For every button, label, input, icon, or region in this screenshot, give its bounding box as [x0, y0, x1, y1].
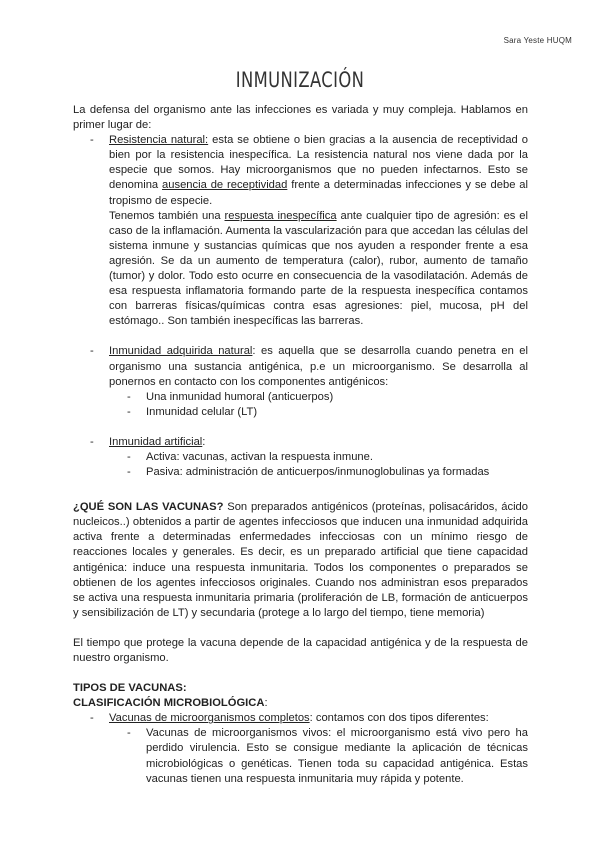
vacunas-heading: ¿QUÉ SON LAS VACUNAS?: [73, 501, 224, 514]
dash-bullet: -: [90, 134, 94, 147]
clasificacion-colon: :: [264, 697, 268, 710]
sub-item-text: Pasiva: administración de anticuerpos/inmunoglobulinas ya formadas: [146, 466, 490, 479]
dash-bullet: -: [90, 435, 94, 448]
clasificacion-heading: CLASIFICACIÓN MICROBIOLÓGICA: [73, 697, 265, 710]
sub-item-text: Vacunas de microorganismos vivos: el microorganismo está vivo pero ha perdido virulencia. Esto se consigue mediante la aplicación de técnicas microbiológicas o genéticas. Tienen toda su capacidad antigénica. Estas vacunas tienen una respuesta inmunitaria muy rápida y potente.: [146, 727, 528, 785]
inespecifica-text-1: Tenemos también una: [109, 209, 225, 222]
sub-item-text: Activa: vacunas, activan la respuesta inmune.: [146, 450, 373, 463]
sub-item-vivos: [73, 726, 528, 786]
author-name: Sara Yeste HUQM: [503, 36, 572, 45]
completos-text: : contamos con dos tipos diferentes:: [309, 712, 489, 725]
list-item-resistencia-natural: [73, 133, 528, 208]
vacunas-paragraph: [73, 500, 528, 621]
term-inmunidad-adquirida: Inmunidad adquirida natural: [109, 345, 253, 358]
resistencia-text-1: esta se obtiene o bien gracias a la ausencia de receptividad o bien por la resistencia inespecífica. La resistencia natural nos viene dada por la especie que somos. Hay microorganismos que no pueden infectarnos. Esto se denomina: [109, 134, 528, 192]
sub-item-text: Una inmunidad humoral (anticuerpos): [146, 390, 334, 403]
dash-bullet: -: [127, 390, 131, 403]
term-respuesta-inespecifica: respuesta inespecífica: [224, 209, 337, 222]
resistencia-text-2: frente a determinadas infecciones y se debe al tropismo de especie.: [109, 179, 528, 207]
sub-item-humoral: [73, 390, 528, 405]
sub-item-celular: [73, 405, 528, 420]
dash-bullet: -: [127, 727, 131, 740]
clasificacion-heading-line: [73, 696, 528, 711]
page-title: INMUNIZACIÓN: [235, 68, 365, 92]
term-microorganismos-completos: Vacunas de microorganismos completos: [109, 712, 310, 725]
sub-item-text: Inmunidad celular (LT): [146, 405, 258, 418]
list-item-inmunidad-artificial: [73, 435, 528, 450]
sub-item-activa: [73, 450, 528, 465]
dash-bullet: -: [90, 345, 94, 358]
list-item-microorganismos-completos: [73, 711, 528, 726]
document-body: [73, 103, 528, 787]
term-ausencia-receptividad: ausencia de receptividad: [162, 179, 288, 192]
tiempo-paragraph: El tiempo que protege la vacuna depende de la capacidad antigénica y de la respuesta de nuestro organismo.: [73, 636, 528, 664]
vacunas-text: Son preparados antigénicos (proteínas, polisacáridos, ácido nucleicos..) obtenidos a partir de agentes infecciosos que inducen una inmunidad adquirida activa frente a determinadas enfermedades infecciosas con un mínimo riesgo de reacciones locales y generales. Es decir, es un preparado artificial que tiene capacidad antigénica: induce una respuesta inmunitaria. Todos los componentes o preparados se obtienen de los agentes infecciosos originales. Cuando nos administran esos preparados se activa una respuesta inmunitaria primaria (proliferación de LB, formación de anticuerpos y sensibilización de LT) y secundaria (protege a lo largo del tiempo, tiene memoria): [73, 501, 528, 619]
list-item-inmunidad-adquirida: [73, 344, 528, 389]
dash-bullet: -: [127, 466, 131, 479]
paragraph-respuesta-inespecifica: [73, 209, 528, 330]
adquirida-text: : es aquella que se desarrolla cuando penetra en el organismo una sustancia antigénica, p.e un microorganismo. Se desarrolla al ponernos en contacto con los componentes antigénicos:: [109, 345, 529, 388]
term-resistencia-natural: Resistencia natural:: [109, 134, 209, 147]
dash-bullet: -: [127, 405, 131, 418]
dash-bullet: -: [90, 712, 94, 725]
tipos-heading: TIPOS DE VACUNAS:: [73, 682, 187, 695]
artificial-colon: :: [202, 435, 206, 448]
sub-item-pasiva: [73, 465, 528, 480]
inespecifica-text-2: ante cualquier tipo de agresión: es el caso de la inflamación. Aumenta la vascularización para que accedan las células del sistema inmune y sustancias químicas que nos ayuden a responder frente a esa agresión. Se da un aumento de temperatura (calor), rubor, aumento de tamaño (tumor) y dolor. Todo esto ocurre en consecuencia de la vasodilatación. Además de esa respuesta inflamatoria formando parte de la respuesta inespecífica contamos con barreras físicas/químicas contra esas agresiones: piel, mucosa, pH del estómago.. Son también inespecíficas las barreras.: [109, 209, 528, 328]
intro-paragraph: La defensa del organismo ante las infecciones es variada y muy compleja. Hablamos en primer lugar de:: [73, 104, 528, 132]
dash-bullet: -: [127, 450, 131, 463]
term-inmunidad-artificial: Inmunidad artificial: [109, 435, 203, 448]
